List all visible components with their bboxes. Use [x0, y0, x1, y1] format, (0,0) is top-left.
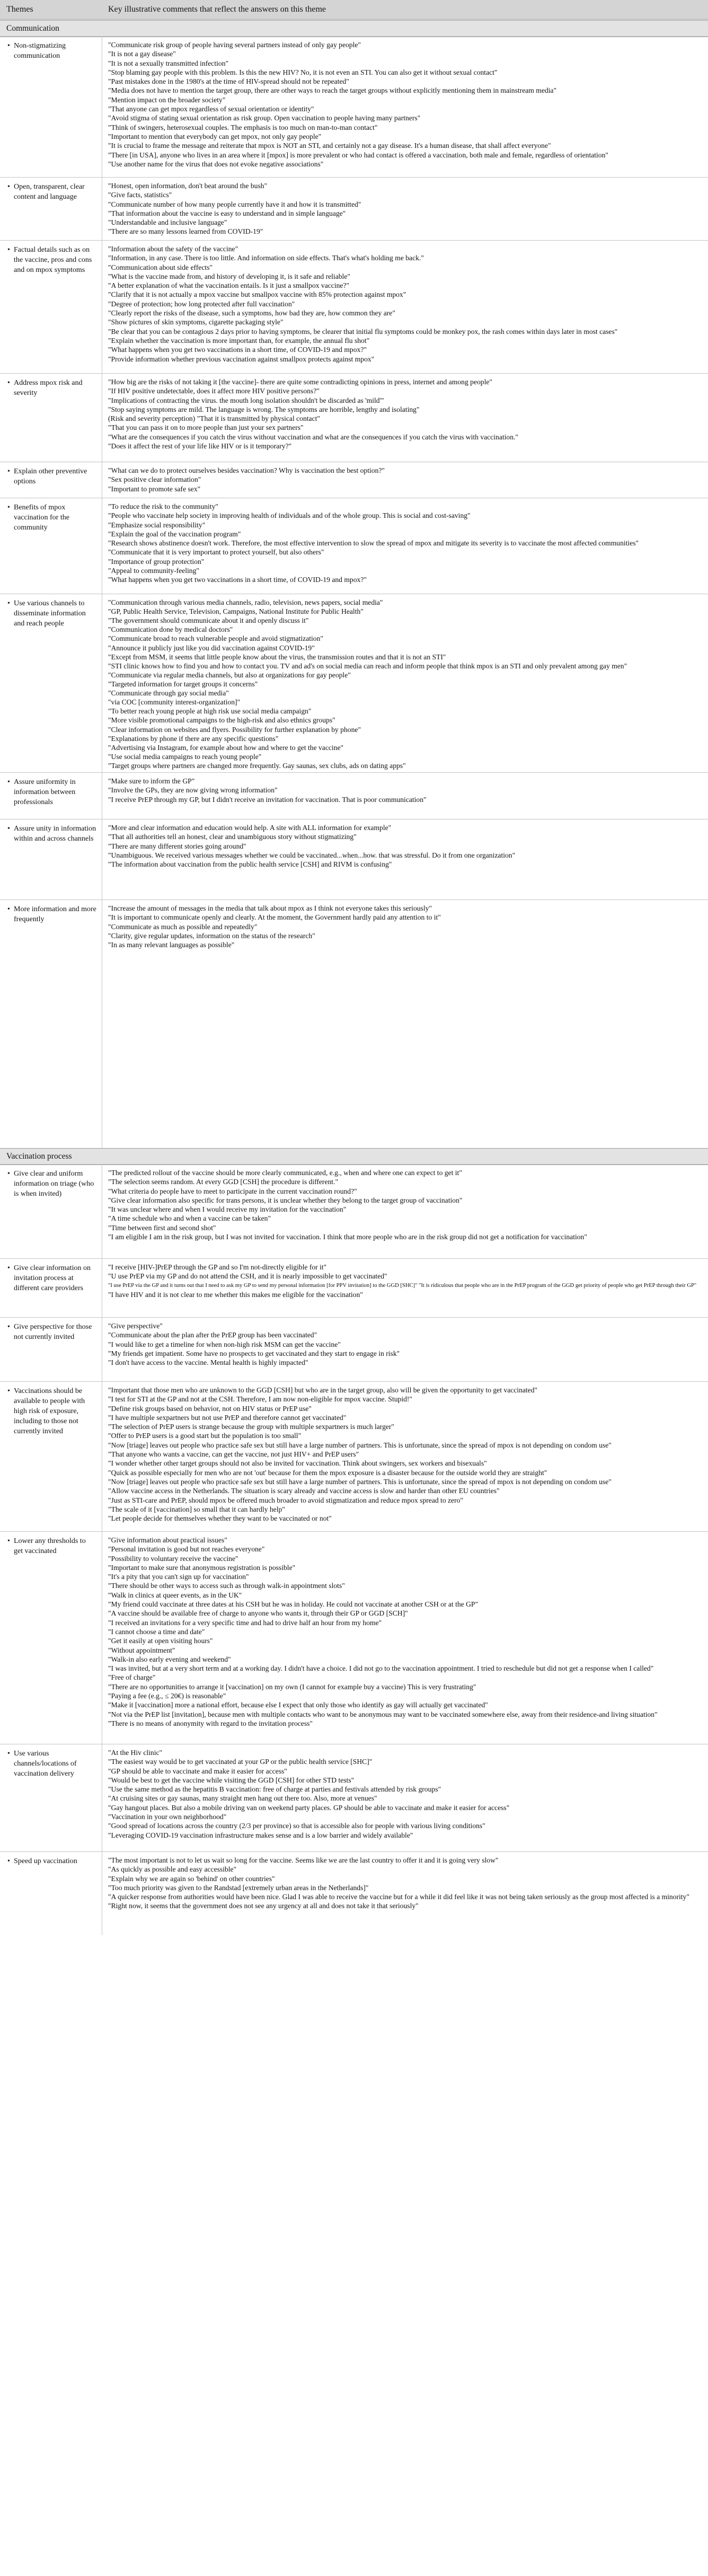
section-header [0, 1148, 708, 1165]
comment-line: "Explain whether the vaccination is more important than, for example, the annual flu shot" [108, 336, 370, 345]
table-row [0, 462, 708, 498]
bullet-icon: • [7, 42, 10, 50]
theme-cell [7, 598, 96, 629]
theme-label: Speed up vaccination [14, 1857, 77, 1865]
comment-line: "Except from MSM, it seems that little people know about the virus, the transmission routes and that it is not an STI" [108, 652, 446, 661]
comment-line: "Walk-in also early evening and weekend" [108, 1655, 231, 1663]
comment-line: "Unambiguous. We received various messages whether we could be vaccinated...when...how. that was stressful. Do it from one organization" [108, 851, 516, 859]
comment-line: "What criteria do people have to meet to participate in the current vaccination round?" [108, 1187, 357, 1195]
comment-line: "A quicker response from authorities would have been nice. Glad I was able to receive the vaccine but for a while it did feel like it was not being taken seriously as the group most affected is a minority" [108, 1893, 689, 1901]
comment-line: "Be clear that you can be contagious 2 days prior to having symptoms, be clearer that initial flu symptoms could be monkey pox, the rash comes within days later in most cases" [108, 327, 618, 336]
bullet-icon: • [7, 246, 10, 254]
comment-line: "Communicate broad to reach vulnerable people and avoid stigmatization" [108, 634, 323, 643]
comment-line: "Vaccination in your own neighborhood" [108, 1813, 227, 1821]
bullet-icon: • [7, 825, 10, 833]
theme-cell [7, 904, 96, 924]
comment-line: "What is the vaccine made from, and history of developing it, is it safe and reliable" [108, 272, 350, 280]
comment-line: "Define risk groups based on behavior, not on HIV status or PrEP use" [108, 1404, 312, 1413]
comment-line: "Show pictures of skin symptoms, cigarette packaging style" [108, 318, 284, 327]
table-header [0, 0, 708, 20]
theme-cell [7, 1263, 96, 1293]
comment-line: "Make sure to inform the GP" [108, 777, 195, 785]
comment-line: "The predicted rollout of the vaccine should be more clearly communicated, e.g., when and where one can expect to get it" [108, 1169, 462, 1177]
comment-line: "Communicate as much as possible and repeatedly" [108, 922, 258, 931]
bullet-icon: • [7, 778, 10, 786]
comment-line: "It is not a sexually transmitted infection" [108, 59, 229, 67]
comments-cell [108, 904, 704, 949]
comment-line: "Clear information on websites and flyers. Possibility for further explanation by phone" [108, 725, 361, 734]
comment-line: "Time between first and second shot" [108, 1223, 216, 1232]
comments-cell [108, 598, 704, 770]
comment-line: "Research shows abstinence doesn't work. Therefore, the most effective intervention to slow the spread of mpox and mitigate its severity is to vaccinate the most affected communities" [108, 539, 639, 548]
comment-line: "In as many relevant languages as possible" [108, 941, 235, 949]
comment-line: "At cruising sites or gay saunas, many straight men hang out there too. Also, more at venues" [108, 1794, 377, 1803]
comment-line: (Risk and severity perception) "That it is transmitted by physical contact" [108, 414, 320, 423]
comment-line: "GP, Public Health Service, Television, Campaigns, National Institute for Public Health" [108, 607, 364, 616]
theme-label: Vaccinations should be available to people with high risk of exposure, including to those not currently invited [14, 1387, 85, 1435]
comment-line: "I use PrEP via the GP and it turns out that I need to ask my GP to send my personal information [for PPV invitation] to the GGD [SHC]" "It is ridiculous that people who are in the PrEP program of the GGD get priority of people who get PrEP through their GP" [108, 1282, 697, 1289]
bullet-icon: • [7, 1387, 10, 1395]
comment-line: "I receive [HIV-]PrEP through the GP and so I'm not-directly eligible for it" [108, 1263, 327, 1271]
comment-line: "What can we do to protect ourselves besides vaccination? Why is vaccination the best option?" [108, 466, 385, 474]
comment-line: "To reduce the risk to the community" [108, 502, 218, 510]
theme-cell [7, 1386, 96, 1436]
comment-line: "That information about the vaccine is easy to understand and in simple language" [108, 209, 346, 217]
comments-cell [108, 502, 704, 585]
comment-line: "The selection seems random. At every GGD [CSH] the procedure is different." [108, 1178, 339, 1186]
bullet-icon: • [7, 467, 10, 475]
comment-line: "Appeal to community-feeling" [108, 567, 199, 575]
comment-line: "Now [triage] leaves out people who practice safe sex but still have a large number of partners. This is unfortunate, since the spread of mpox is not depending on condom use" [108, 1441, 612, 1449]
theme-cell [7, 378, 96, 398]
table-row [0, 36, 708, 178]
theme-label: Use various channels/locations of vaccination delivery [14, 1750, 77, 1778]
theme-cell [7, 824, 96, 844]
comment-line: "Now [triage] leaves out people who practice safe sex but still have a large number of partners. This is unfortunate, since the spread of mpox is not depending on condom use" [108, 1477, 612, 1486]
comment-line: "Not via the PrEP list [invitation], because men with multiple contacts who want to be anonymous may want to be vaccinated somewhere else, away from their residence-and living situation" [108, 1710, 658, 1718]
bullet-icon: • [7, 905, 10, 913]
comment-line: "Stop saying symptoms are mild. The language is wrong. The symptoms are horrible, lengthy and isolating" [108, 405, 420, 413]
comment-line: "Right now, it seems that the government does not see any urgency at all and does not take it that seriously" [108, 1902, 419, 1910]
bullet-icon: • [7, 1537, 10, 1545]
comment-line: "Offer to PrEP users is a good start but the population is too small" [108, 1432, 302, 1440]
comment-line: "Make it [vaccination] more a national effort, because else I expect that only those who identify as gay will actually get vaccinated" [108, 1701, 488, 1709]
table-row [0, 177, 708, 241]
comment-line: "How big are the risks of not taking it [the vaccine]- there are quite some contradicting opinions in press, internet and among people" [108, 378, 492, 386]
comment-line: "Let people decide for themselves whether they want to be vaccinated or not" [108, 1514, 332, 1523]
theme-label: Factual details such as on the vaccine, pros and cons and on mpox symptoms [14, 246, 92, 274]
comment-line: "Think of swingers, heterosexual couples. The emphasis is too much on man-to-man contact" [108, 123, 378, 131]
bullet-icon: • [7, 504, 10, 511]
bullet-icon: • [7, 183, 10, 191]
comment-line: "Understandable and inclusive language" [108, 218, 227, 227]
comments-cell [108, 823, 704, 869]
comment-line: "Explain why we are again so 'behind' on other countries" [108, 1874, 275, 1883]
comment-line: "Sex positive clear information" [108, 475, 201, 484]
table-row [0, 819, 708, 900]
comment-line: "Give facts, statistics" [108, 191, 172, 199]
comment-line: "Allow vaccine access in the Netherlands. The situation is scary already and vaccine access is slow and harder than other EU countries" [108, 1487, 500, 1495]
comments-cell [108, 1168, 704, 1241]
table-row [0, 594, 708, 773]
comment-line: "Information about the safety of the vaccine" [108, 245, 238, 253]
section-title: Communication [6, 24, 59, 33]
comment-line: "Possibility to voluntary receive the vaccine" [108, 1554, 238, 1563]
comment-line: "My friend could vaccinate at three dates at his CSH but he was in holiday. He could not vaccinate at another CSH or at the GP" [108, 1600, 479, 1609]
comment-line: "Walk in clinics at queer events, as in the UK" [108, 1591, 242, 1599]
comment-line: "Communication about side effects" [108, 263, 213, 271]
comment-line: "Free of charge" [108, 1673, 156, 1682]
comment-line: "Paying a fee (e.g., ≤ 20€) is reasonable" [108, 1692, 226, 1700]
theme-cell [7, 1322, 96, 1342]
theme-label: Benefits of mpox vaccination for the community [14, 504, 69, 532]
comment-line: "Stop blaming gay people with this problem. Is this the new HIV? No, it is not even an STI. You can also get it without sexual contact" [108, 68, 498, 76]
comment-line: "I have HIV and it is not clear to me whether this makes me eligible for the vaccination" [108, 1290, 363, 1299]
comment-line: "A time schedule who and when a vaccine can be taken" [108, 1214, 271, 1223]
bullet-icon: • [7, 1264, 10, 1272]
comments-cell [108, 181, 704, 236]
comment-line: "It's a pity that you can't sign up for vaccination" [108, 1573, 249, 1581]
comment-line: "It was unclear where and when I would receive my invitation for the vaccination" [108, 1205, 347, 1214]
comment-line: "That anyone who wants a vaccine, can get the vaccine, not just HIV+ and PrEP users" [108, 1450, 359, 1459]
table-row [0, 899, 708, 1149]
comment-line: "GP should be able to vaccinate and make it easier for access" [108, 1767, 287, 1775]
table-row [0, 373, 708, 462]
theme-cell [7, 1749, 96, 1779]
comment-line: "People who vaccinate help society in improving health of individuals and of the whole group. This is social and cost-saving" [108, 511, 471, 520]
comment-line: "The government should communicate about it and openly discuss it" [108, 616, 309, 625]
theme-label: Give clear information on invitation process at different care providers [14, 1264, 91, 1292]
bullet-icon: • [7, 379, 10, 387]
theme-label: Address mpox risk and severity [14, 379, 83, 397]
comment-line: "Get it easily at open visiting hours" [108, 1637, 213, 1645]
comment-line: "Communication done by medical doctors" [108, 625, 233, 634]
comment-line: "Implications of contracting the virus. the mouth long isolation shouldn't be discarded as 'mild'" [108, 396, 384, 404]
comment-line: "Past mistakes done in the 1980's at the time of HIV-spread should not be repeated" [108, 77, 349, 86]
comment-line: "Importance of group protection" [108, 557, 205, 566]
bullet-icon: • [7, 599, 10, 607]
comment-line: "Too much priority was given to the Randstad [extremely urban areas in the Netherlands]" [108, 1883, 369, 1892]
comment-line: "Important to promote safe sex" [108, 484, 201, 493]
theme-label: Use various channels to disseminate information and reach people [14, 599, 86, 628]
section-title: Vaccination process [6, 1152, 72, 1161]
comment-line: "Clarity, give regular updates, information on the status of the research" [108, 931, 315, 940]
comment-line: "That anyone can get mpox regardless of sexual orientation or identity" [108, 105, 314, 113]
comment-line: "Important that those men who are unknown to the GGD [CSH] but who are in the target group, also will be given the opportunity to get vaccinated" [108, 1386, 538, 1394]
comments-cell [108, 377, 704, 451]
comment-line: "Provide information whether previous vaccination against smallpox protects against mpox" [108, 355, 375, 363]
comment-line: "I have multiple sexpartners but not use PrEP and therefore cannot get vaccinated" [108, 1413, 347, 1422]
comment-line: "The scale of it [vaccination] so small that it can hardly help" [108, 1505, 285, 1513]
comment-line: "Announce it publicly just like you did vaccination against COVID-19" [108, 643, 315, 652]
theme-label: More information and more frequently [14, 905, 96, 923]
theme-cell [7, 466, 96, 487]
comment-line: "Communicate risk group of people having several partners instead of only gay people" [108, 41, 361, 49]
comment-line: "Quick as possible especially for men who are not 'out' because for them the mpox exposure is a disaster because for the outside world they are straight" [108, 1468, 547, 1477]
comment-line: "Mention impact on the broader society" [108, 95, 226, 104]
comment-line: "There are so many lessons learned from COVID-19" [108, 227, 263, 236]
theme-cell [7, 777, 96, 807]
comment-line: "I would like to get a timeline for when non-high risk MSM can get the vaccine" [108, 1340, 341, 1348]
theme-cell [7, 1856, 96, 1866]
comment-line: "Target groups where partners are changed more frequently. Gay saunas, sex clubs, ads on dating apps" [108, 761, 406, 770]
comment-line: "Honest, open information, don't beat around the bush" [108, 182, 268, 190]
table-row [0, 1258, 708, 1318]
comment-line: "That all authorities tell an honest, clear and unambiguous story without stigmatizing" [108, 833, 357, 841]
comments-cell [108, 1386, 704, 1523]
comment-line: "Good spread of locations across the country (2/3 per province) so that is accessible also for people with various living conditions" [108, 1822, 485, 1830]
theme-cell [7, 182, 96, 202]
comment-line: "The information about vaccination from the public health service [CSH] and RIVM is confusing" [108, 860, 392, 869]
comment-line: "Targeted information for target groups it concerns" [108, 680, 258, 688]
table-row [0, 240, 708, 374]
theme-label: Open, transparent, clear content and language [14, 183, 85, 201]
comments-cell [108, 777, 704, 804]
comments-cell [108, 1748, 704, 1840]
comment-line: "There is no means of anonymity with regard to the invitation process" [108, 1719, 313, 1727]
theme-cell [7, 502, 96, 533]
comment-line: "What happens when you get two vaccinations in a short time, of COVID-19 and mpox?" [108, 346, 367, 354]
comment-line: "Use another name for the virus that does not evoke negative associations" [108, 160, 324, 168]
comment-line: "Important to make sure that anonymous registration is possible" [108, 1563, 296, 1572]
comment-line: "Communicate via regular media channels, but also at organizations for gay people" [108, 671, 351, 679]
comment-line: "Without appointment" [108, 1646, 175, 1654]
comment-line: "I received an invitations for a very specific time and had to drive half an hour from my home" [108, 1618, 382, 1627]
comment-line: "If HIV positive undetectable, does it affect more HIV positive persons?" [108, 387, 320, 395]
comment-line: "To better reach young people at high risk use social media campaign" [108, 707, 312, 716]
comment-line: "Clearly report the risks of the disease, such a symptoms, how bad they are, how common they are" [108, 309, 395, 317]
comment-line: "I wonder whether other target groups should not also be invited for vaccination. Think about swingers, sex workers and bisexuals" [108, 1459, 487, 1468]
comment-line: "Just as STI-care and PrEP, should mpox be offered much broader to avoid stigmatization and reduce mpox spread to zero" [108, 1496, 463, 1504]
comment-line: "Gay hangout places. But also a mobile driving van on weekend party places. GP should be able to vaccinate and make it easier for access" [108, 1803, 510, 1812]
comments-cell [108, 466, 704, 493]
comment-line: "Communication through various media channels, radio, television, news papers, social media" [108, 598, 383, 606]
comment-line: "There are many different stories going around" [108, 842, 246, 850]
comment-line: "Communicate that it is very important to protect yourself, but also others" [108, 548, 324, 557]
comment-line: "Use the same method as the hepatitis B vaccination: free of charge at parties and festivals attended by risk groups" [108, 1785, 441, 1794]
theme-cell [7, 1536, 96, 1556]
comment-line: "Use social media campaigns to reach young people" [108, 752, 262, 761]
comment-line: "I am eligible I am in the risk group, but I was not invited for vaccination. I think that more people who are in the risk group did not get a notification for vaccination" [108, 1233, 587, 1241]
comment-line: "The most important is not to let us wait so long for the vaccine. Seems like we are the last country to offer it and it is going very slow" [108, 1856, 499, 1864]
comment-line: "Communicate through gay social media" [108, 689, 229, 698]
comment-line: "There [in USA], anyone who lives in an area where it [mpox] is more prevalent or who had contact is offered a vaccination, both male and female, regardless of orientation" [108, 151, 608, 159]
comment-line: "The selection of PrEP users is strange because the group with multiple sexpartners is much larger" [108, 1423, 394, 1431]
theme-label: Explain other preventive options [14, 467, 87, 486]
table-row [0, 1851, 708, 1935]
comment-line: "Media does not have to mention the target group, there are other ways to reach the target groups without explicitly mentioning them in mainstream media" [108, 86, 557, 95]
theme-cell [7, 41, 96, 61]
comments-cell [108, 1321, 704, 1367]
theme-label: Non-stigmatizing communication [14, 42, 66, 60]
table-row [0, 1381, 708, 1532]
comment-line: "I was invited, but at a very short term and at a working day. I didn't have a choice. I did not go to the vaccination appointment. I tried to reschedule but did not get a response when I called" [108, 1664, 654, 1673]
comment-line: "I cannot choose a time and date" [108, 1627, 205, 1636]
table-row [0, 1317, 708, 1382]
comment-line: "STI clinic knows how to find you and how to contact you. TV and ad's on social media can reach and inform people that think mpox is an STI and only prevalent among gay men" [108, 661, 627, 670]
comment-line: "At the Hiv clinic" [108, 1749, 163, 1757]
bullet-icon: • [7, 1857, 10, 1865]
comment-line: "via COC [community interest-organization]" [108, 698, 241, 707]
comment-line: "A better explanation of what the vaccination entails. Is it just a smallpox vaccine?" [108, 281, 350, 290]
comment-line: "More visible promotional campaigns to the high-risk and also ethnics groups" [108, 716, 335, 725]
comment-line: "Advertising via Instagram, for example about how and where to get the vaccine" [108, 743, 344, 752]
comment-line: "Increase the amount of messages in the media that talk about mpox as I think not everyone takes this seriously" [108, 904, 432, 912]
theme-label: Assure unity in information within and across channels [14, 825, 96, 843]
comments-cell [108, 1536, 704, 1728]
table-row [0, 1531, 708, 1744]
theme-label: Give perspective for those not currently invited [14, 1323, 92, 1341]
comment-line: "Communicate number of how many people currently have it and how it is transmitted" [108, 200, 361, 208]
theme-cell [7, 245, 96, 275]
comment-line: "Explain the goal of the vaccination program" [108, 530, 241, 538]
comment-line: "The easiest way would be to get vaccinated at your GP or the public health service [SHC]" [108, 1758, 373, 1766]
comment-line: "I receive PrEP through my GP, but I didn't receive an invitation for vaccination. That is poor communication" [108, 795, 427, 804]
comments-cell [108, 1263, 704, 1299]
comment-line: "Explanations by phone if there are any specific questions" [108, 734, 279, 743]
comment-line: "It is important to communicate openly and clearly. At the moment, the Government hardly paid any attention to it" [108, 913, 441, 922]
theme-cell [7, 1169, 96, 1199]
table-row [0, 1744, 708, 1852]
header-comments: Key illustrative comments that reflect the answers on this theme [108, 5, 326, 14]
comment-line: "What are the consequences if you catch the virus without vaccination and what are the consequences if you catch the virus with vaccination." [108, 433, 518, 441]
header-themes: Themes [6, 5, 33, 14]
comment-line: "As quickly as possible and easy accessible" [108, 1865, 237, 1874]
comments-cell [108, 1856, 704, 1911]
comment-line: "It is not a gay disease" [108, 50, 176, 58]
comment-line: "U use PrEP via my GP and do not attend the CSH, and it is nearly impossible to get vaccinated" [108, 1272, 387, 1281]
comment-line: "Information, in any case. There is too little. And information on side effects. That's what's holding me back." [108, 254, 424, 262]
comment-line: "Degree of protection; how long protected after full vaccination" [108, 299, 295, 308]
comment-line: "Important to mention that everybody can get mpox, not only gay people" [108, 132, 322, 140]
comment-line: "More and clear information and education would help. A site with ALL information for example" [108, 824, 392, 832]
comments-cell [108, 244, 704, 364]
section-header [0, 20, 708, 37]
comment-line: "My friends get impatient. Some have no prospects to get vaccinated and they start to engage in risk" [108, 1349, 400, 1357]
comment-line: "Avoid stigma of stating sexual orientation as risk group. Open vaccination to people having many partners" [108, 114, 421, 122]
comment-line: "I test for STI at the GP and not at the CSH. Therefore, I am now non-eligible for mpox vaccine. Stupid!" [108, 1395, 412, 1404]
table-row [0, 1164, 708, 1259]
bullet-icon: • [7, 1170, 10, 1178]
comment-line: "Does it affect the rest of your life like HIV or is it temporary?" [108, 442, 292, 451]
comment-line: "Give perspective" [108, 1322, 163, 1330]
comments-cell [108, 40, 704, 169]
comment-line: "Clarify that it is not actually a mpox vaccine but smallpox vaccine with 85% protection against mpox" [108, 290, 406, 299]
comment-line: "Leveraging COVID-19 vaccination infrastructure makes sense and is a low barrier and widely available" [108, 1831, 413, 1839]
comment-line: "Would be best to get the vaccine while visiting the GGD [CSH] for other STD tests" [108, 1776, 355, 1784]
comment-line: "Personal invitation is good but not reaches everyone" [108, 1545, 265, 1554]
comment-line: "A vaccine should be available free of charge to anyone who wants it, through their GP or GGD [SCH]" [108, 1609, 408, 1618]
theme-label: Lower any thresholds to get vaccinated [14, 1537, 86, 1555]
comment-line: "There should be other ways to access such as through walk-in appointment slots" [108, 1582, 345, 1590]
comment-line: "I don't have access to the vaccine. Mental health is highly impacted" [108, 1358, 308, 1367]
comment-line: "That you can pass it on to more people than just your sex partners" [108, 424, 304, 432]
comment-line: "Give information about practical issues" [108, 1536, 227, 1544]
comment-line: "Emphasize social responsibility" [108, 521, 206, 529]
comment-line: "Give clear information also specific for trans persons, it is unclear whether they belong to the target group of vaccination" [108, 1196, 463, 1204]
bullet-icon: • [7, 1323, 10, 1331]
comment-line: "There are no opportunities to arrange it [vaccination] on my own (I cannot for example buy a vaccine) This is very frustrating" [108, 1682, 476, 1691]
theme-label: Assure uniformity in information between professionals [14, 778, 76, 806]
table-row [0, 498, 708, 594]
comment-line: "Communicate about the plan after the PrEP group has been vaccinated" [108, 1331, 317, 1339]
comment-line: "It is crucial to frame the message and reiterate that mpox is NOT an STI, and certainly not a gay disease. It's a human disease, that shall affect everyone" [108, 142, 551, 150]
comment-line: "Involve the GPs, they are now giving wrong information" [108, 786, 278, 795]
comment-line: "What happens when you get two vaccinations in a short time, of COVID-19 and mpox?" [108, 576, 367, 584]
table-row [0, 772, 708, 819]
bullet-icon: • [7, 1750, 10, 1758]
theme-label: Give clear and uniform information on triage (who is when invited) [14, 1170, 94, 1198]
